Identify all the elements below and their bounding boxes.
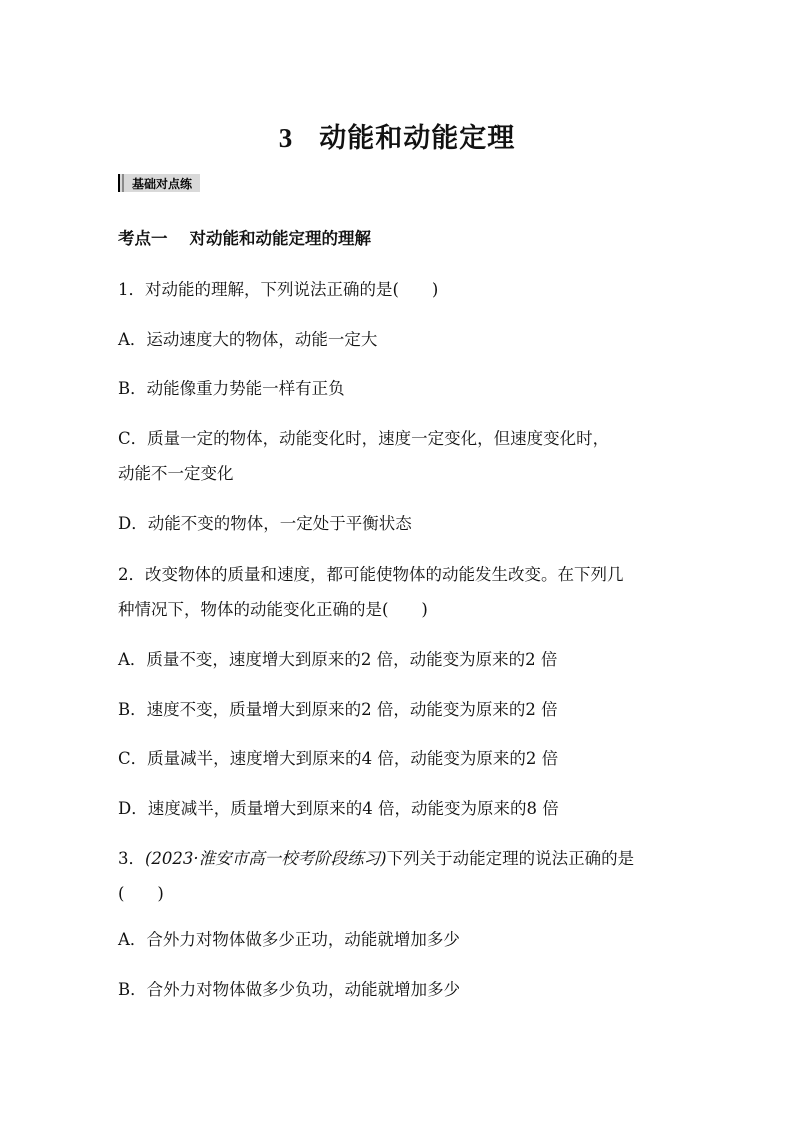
- section-tag-bars-icon: [118, 174, 126, 192]
- question-3-stem-line1: [118, 845, 634, 869]
- question-3-option-b: B．合外力对物体做多少负功，动能就增加多少: [118, 980, 461, 999]
- question-3-option-a: A．合外力对物体做多少正功，动能就增加多少: [118, 930, 460, 949]
- question-3-stem-line2: ( ): [118, 884, 164, 903]
- page-title: [0, 116, 794, 155]
- section-tag: [118, 174, 200, 192]
- question-1-option-c-line1: C．质量一定的物体，动能变化时，速度一定变化，但速度变化时，: [118, 429, 610, 448]
- question-1-option-c-line2: 动能不一定变化: [118, 464, 234, 483]
- question-2-option-b: B．速度不变，质量增大到原来的2 倍，动能变为原来的2 倍: [118, 700, 558, 719]
- question-2-option-d: D．速度减半，质量增大到原来的4 倍，动能变为原来的8 倍: [118, 799, 559, 818]
- title-number: 3: [278, 123, 294, 153]
- question-1-option-a: A．运动速度大的物体，动能一定大: [118, 330, 378, 349]
- title-text: 动能和动能定理: [319, 123, 516, 154]
- question-1-stem: 1．对动能的理解，下列说法正确的是( ): [118, 280, 439, 299]
- question-2-option-c: C．质量减半，速度增大到原来的4 倍，动能变为原来的2 倍: [118, 749, 559, 768]
- question-2-stem-line1: 2．改变物体的质量和速度，都可能使物体的动能发生改变。在下列几: [118, 565, 624, 584]
- kaodian-text: 对动能和动能定理的理解: [189, 229, 371, 248]
- question-3-source: (2023·淮安市高一校考阶段练习): [145, 849, 387, 868]
- question-3-text: 下列关于动能定理的说法正确的是: [386, 849, 635, 868]
- question-1-option-d: D．动能不变的物体，一定处于平衡状态: [118, 514, 412, 533]
- kaodian-heading: [118, 225, 371, 249]
- question-2-option-a: A．质量不变，速度增大到原来的2 倍，动能变为原来的2 倍: [118, 650, 558, 669]
- question-2-stem-line2: 种情况下，物体的动能变化正确的是( ): [118, 600, 428, 619]
- question-3-number: 3．: [118, 849, 145, 868]
- section-tag-label: 基础对点练: [132, 176, 193, 191]
- question-1-option-b: B．动能像重力势能一样有正负: [118, 379, 345, 398]
- kaodian-label: 考点一: [118, 229, 168, 248]
